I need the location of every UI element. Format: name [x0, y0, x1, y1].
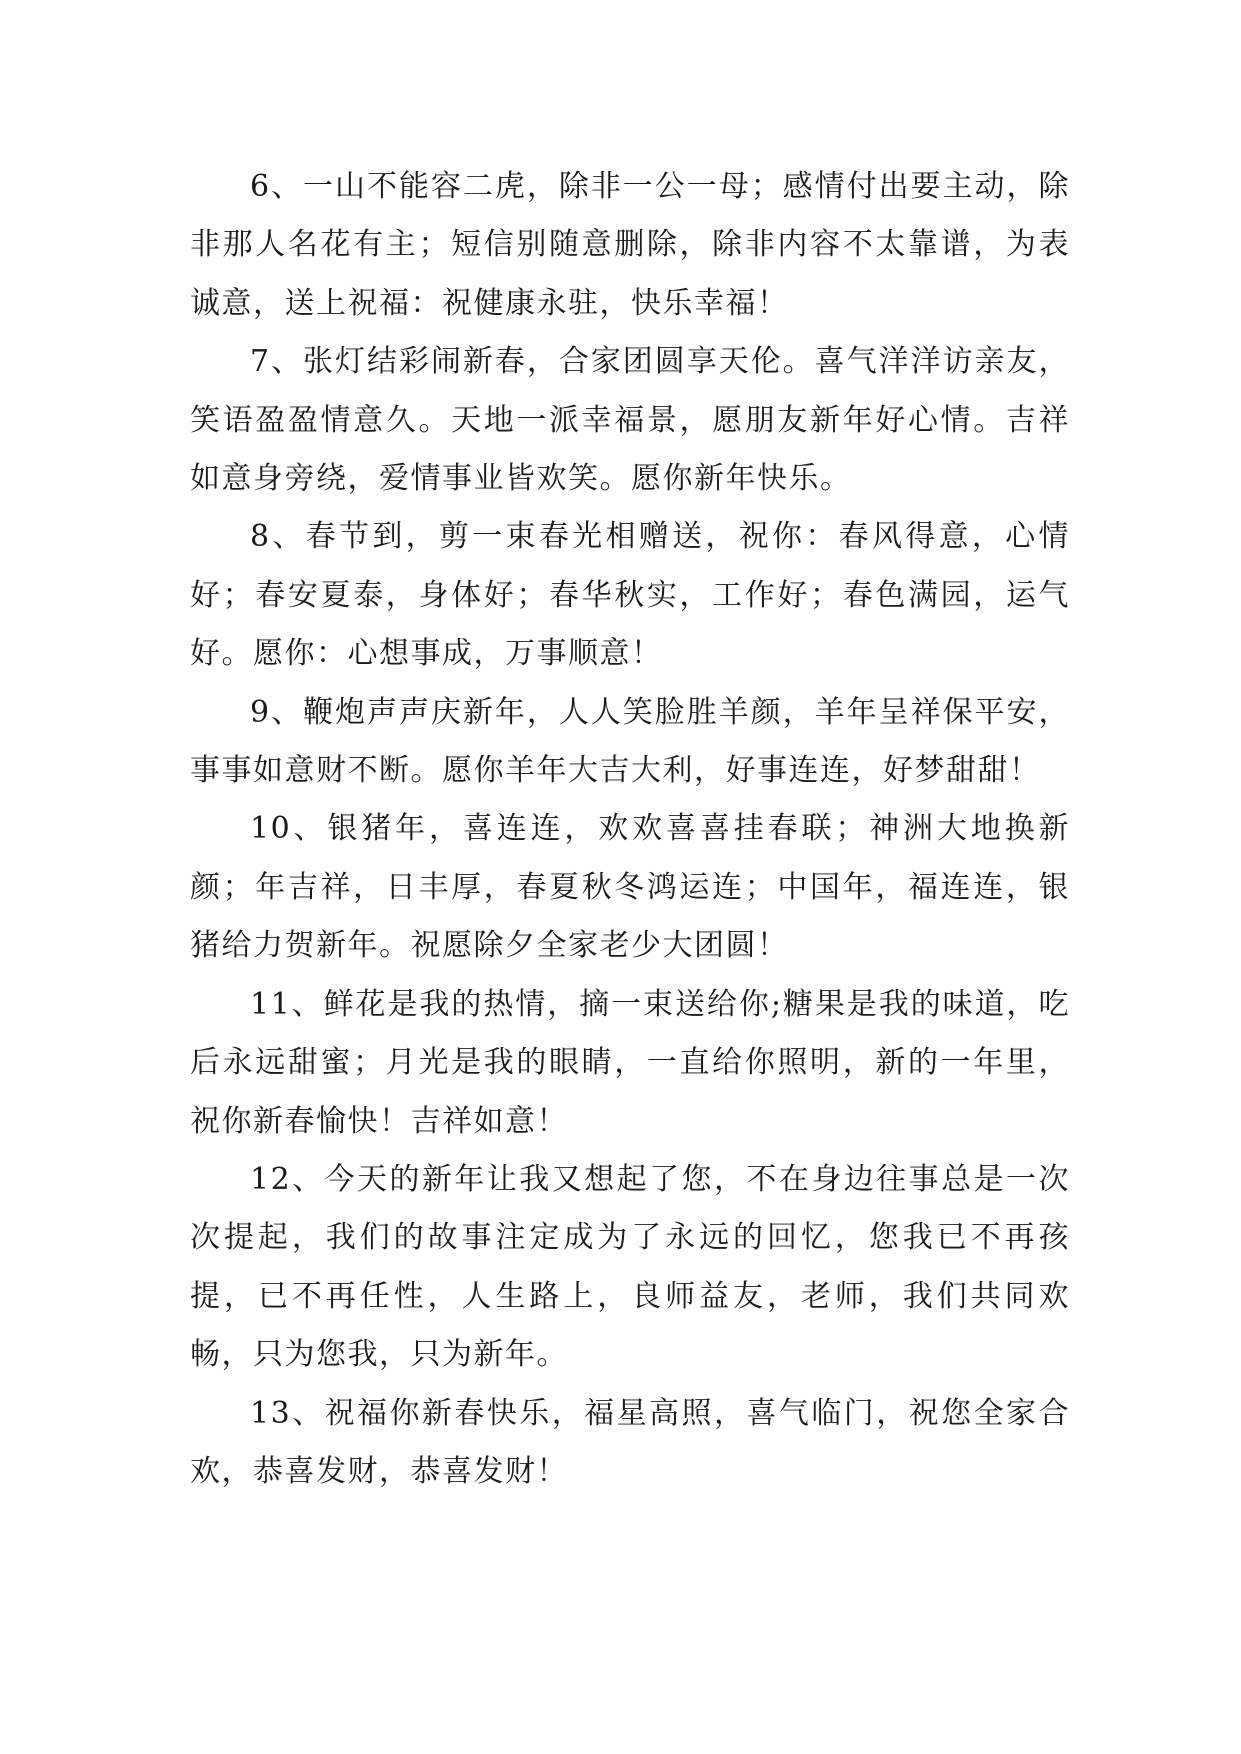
paragraph-9: 9、鞭炮声声庆新年，人人笑脸胜羊颜，羊年呈祥保平安，事事如意财不断。愿你羊年大吉大利，好事连连，好梦甜甜！ [190, 694, 1070, 789]
paragraph-10: 10、银猪年，喜连连，欢欢喜喜挂春联；神洲大地换新颜；年吉祥，日丰厚，春夏秋冬鸿运连；中国年，福连连，银猪给力贺新年。祝愿除夕全家老少大团圆！ [190, 811, 1070, 964]
paragraph-11: 11、鲜花是我的热情，摘一束送给你;糖果是我的味道，吃后永远甜蜜；月光是我的眼睛，一直给你照明，新的一年里，祝你新春愉快！吉祥如意！ [190, 986, 1070, 1139]
paragraph-6: 6、一山不能容二虎，除非一公一母；感情付出要主动，除非那人名花有主；短信别随意删除，除非内容不太靠谱，为表诚意，送上祝福：祝健康永驻，快乐幸福！ [190, 169, 1070, 321]
paragraph-7: 7、张灯结彩闹新春，合家团圆享天伦。喜气洋洋访亲友，笑语盈盈情意久。天地一派幸福景，愿朋友新年好心情。吉祥如意身旁绕，爱情事业皆欢笑。愿你新年快乐。 [190, 344, 1070, 497]
paragraph-12: 12、今天的新年让我又想起了您，不在身边往事总是一次次提起，我们的故事注定成为了永远的回忆，您我已不再孩提，已不再任性，人生路上，良师益友，老师，我们共同欢畅，只为您我，只为新年。 [190, 1161, 1070, 1373]
paragraph-8: 8、春节到，剪一束春光相赠送，祝你：春风得意，心情好；春安夏泰，身体好；春华秋实，工作好；春色满园，运气好。愿你：心想事成，万事顺意！ [190, 519, 1070, 672]
document-body [190, 158, 1070, 1501]
paragraph-13: 13、祝福你新春快乐，福星高照，喜气临门，祝您全家合欢，恭喜发财，恭喜发财！ [190, 1395, 1070, 1489]
